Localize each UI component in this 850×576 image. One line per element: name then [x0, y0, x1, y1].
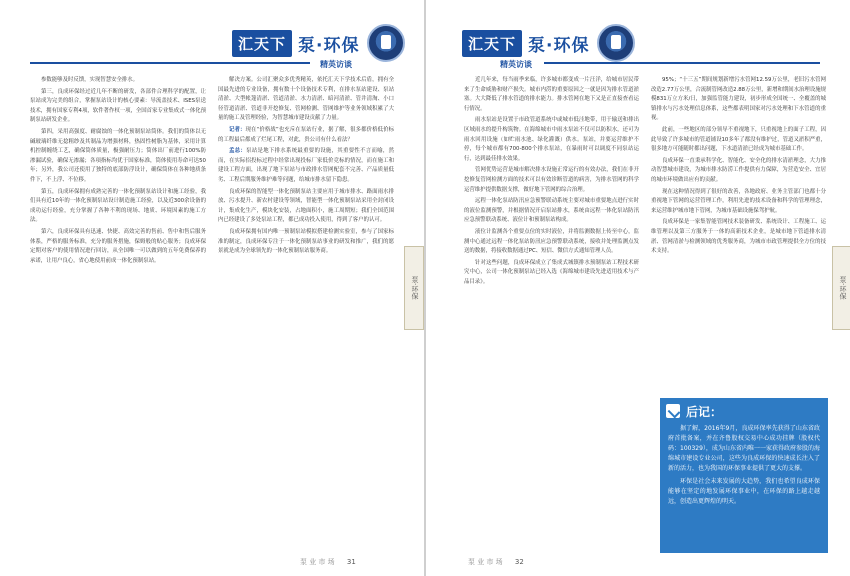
- article-paragraph: 95%；“十三五”期间规划新增污水管网12.59万公里，老旧污水管网改造2.77万公里，合流制管网改造2.88万公里，新增和期间水治理设施规模831万立方米/日，加强监管能力建设，初步形成全国统一、全覆盖的城镇排水与污水处理信息体系，这些都表明国家对污水处理和下水管道的重视。: [651, 77, 826, 122]
- afterword-paragraph: 据了解，2016年9月，良成环保率先获得了山东省政府首批备案，并在齐鲁股权交易中心成功挂牌（股权代码：100329），成为山东省内唯一一家获得政府参股的海绵城市建设专业公司，这些为良成环保的快速成长注入了新的活力，也为我国的环保事业提供了更大的支撑。: [668, 425, 820, 472]
- article-column-1: [464, 76, 639, 289]
- article-paragraph: 第四，采用高强度、耐腐蚀的一体化预制泵站筒体。我们的筒体以无碱玻璃纤维无捻粗纱及其制品为增强材料，热固性树脂为基体，采用计算机控制缠绕工艺，确保筒体质量，极强耐压力；筒体出厂前进行100%防渗漏试验，确保无渗漏；各项指标均优于国家标准，筒体使用寿命可达50年；另外，我公司还使用了独特的底部防浮设计，确保筒体在各种地质条件下，不上浮、不位移。: [30, 128, 206, 183]
- article-paragraph: 参数能够及时反馈，实现智慧安全排水。: [41, 77, 139, 83]
- article-columns: [30, 76, 394, 268]
- side-tab: 泵·环保: [404, 246, 424, 330]
- checkmark-icon: [666, 404, 680, 418]
- article-columns: [464, 76, 826, 289]
- afterword-header: [666, 402, 822, 420]
- header-rule: [544, 62, 820, 64]
- article-column-2: [218, 76, 394, 268]
- article-paragraph: 此前，一些地区的部分领导不重视地下，只重视地上的面子工程，因此导致了许多城市的管道铺设10多年了都没有维护过，管道又淤积严重，很多地方可能随时都出问题，下水道清淤已经成为城市基础工作。: [651, 126, 826, 153]
- article-paragraph: 良成环保是一家集智能管网技术装备研发、系统设计、工程施工、运维管理以及第三方服务于一体的高新技术企业，是城市地下管道排水清淤、管网清淤与检测领域的优秀服务商，为城市市政管理提供全方位的技术支持。: [651, 219, 826, 255]
- logo-text: 汇天下: [462, 30, 522, 57]
- article-column-1: [30, 76, 206, 268]
- section-tag: 精英访谈: [316, 58, 356, 71]
- right-page: [426, 0, 850, 576]
- logo-text: 汇天下: [232, 30, 292, 57]
- article-paragraph: 远程一体化泵站防汛应急预警联动系统主要对城市重要地点进行实时的液位监测预警，并根据情况开启泵站排水，系统由远程一体化泵站防汛应急预警联动系统、液位计和预制泵站构成。: [464, 198, 639, 224]
- section-tag: 精英访谈: [496, 58, 536, 71]
- article-paragraph: 孟总：泵站是地下排水系统最重要的设施，其重要性不言而喻，然而，在实际招投标过程中经常出现投标厂家低价竞标的情况，而在施工和建设工程方面，出现了地下泵站与市政排水管网配套不完善、产品质量低劣、工程后期服务维护难等问题，给城市排水留下隐患。: [218, 148, 394, 183]
- banner-title: 泵·环保: [528, 35, 590, 56]
- article-paragraph: 第六，良成环保具有迅速、快捷、高效完善的售前、售中和售后服务体系，严格的服务标准，充分的服务措施，保姆般的贴心服务；良成环保定期对客户的使用情况进行回访，从全国唯一可以做到的五年免费保养的承诺，让用户良心，省心地使用前成一体化预制泵站。: [30, 228, 206, 264]
- banner-title: 泵·环保: [298, 35, 360, 56]
- emblem-icon: [597, 24, 635, 62]
- page-number: 31: [346, 558, 356, 566]
- afterword-box: [660, 398, 828, 553]
- journal-name: 泵 业 市 场: [468, 558, 503, 566]
- page-number: 32: [514, 558, 524, 566]
- header-banner: [462, 28, 635, 58]
- afterword-paragraph: 环保是社会未来发展的大趋势，我们也希望良成环保能够在坚定的地发展环保事业中，在环保的路上越走越远，创造出更辉煌的明天。: [668, 478, 820, 505]
- header-rule: [30, 62, 310, 64]
- article-paragraph: 良成环保拥有国内唯一预制泵站模拟搭建检测实验室，参与了国家标准的制定，良成环保专注于一体化预制泵站事业的研发和推广，我们的愿景就是成为全球领先的一体化预制泵站服务商。: [218, 228, 394, 255]
- article-paragraph: 记者：现在“价格战”也充斥在泵站行业，据了解，很多都价格低价标的工程最后都成了烂尾工程，对此，贵公司有什么看法？: [218, 126, 394, 143]
- article-paragraph: 解决方案。公司汇聚众多优秀精英，依托汇天下学技术后盾，拥有全国最先进的专业设备，拥有数十个设备技术专利，在排水泵站建设、泵站清淤、大型帐篷清淤、管道清淤、水力清淤、暗河清淤、管井清淘、小口径管道清淤、管道非开挖修复、管网检测、管网维护等业务领域积累了大量的施工及管理经验，为智慧城市建设贡献了力量。: [218, 77, 394, 122]
- side-tab: 泵·环保: [832, 246, 850, 330]
- page-footer: [300, 557, 356, 567]
- article-paragraph: 雨水泵站是设置于市政管道系统中或城市低洼地带，用于输送和排出区域雨水的提升构筑物。在海绵城市中雨水泵站不仅可以防积水，还可为雨水回用设施（如贮雨水池、绿化灌溉）供水。泵站，并要运营维护不停，每个城市都有700-800个排水泵站，在暴雨时可以调度不同泵站运行，达到最佳排水效果。: [464, 117, 639, 162]
- article-paragraph: 针对这些问题，良成环保成立了集成式城镇排水预制泵站工程技术研究中心，公司一体化预制泵站已经入选《海绵城市建设先进适用技术与产品目录》。: [464, 259, 639, 285]
- article-paragraph: 第三，良成环保经过近几年不断的研发，各部件合理科学的配置，让泵站成为完美的组合，掌握泵站设计的核心要素：导流盖技术、ISES泵送技术，拥有国家专利4项，软件著作权一项，全国首家专业集成式一体化预制泵站研发企业。: [30, 88, 206, 124]
- afterword-body: [660, 424, 828, 507]
- emblem-icon: [367, 24, 405, 62]
- article-paragraph: 第五，良成环保拥有成熟完善的一体化预制泵站设计和施工经验，我们具有近10年的一体化预制泵站设计制造施工经验，以及近300余设备的成功运行经验，充分掌握了各种不利的现场、地质、环境因素的施工方法。: [30, 188, 206, 224]
- article-column-2: [651, 76, 826, 289]
- article-paragraph: 现在这种情况得到了很好的改善，各地政府、业务主管部门也都十分重视地下管网的运营管理工作，利用先进的技术设备和科学的管理理念，来运营维护城市地下管网，为城市基础设施保驾护航。: [651, 188, 826, 214]
- page-footer: [468, 557, 524, 567]
- article-paragraph: 近几年来，每当雨季来临，许多城市都变成一片汪洋，给城市居民带来了生命威胁和财产损失。城市内涝的重要原因之一就是因为排水管道淤塞。大大降低了排水管道的排水能力。排水管网在地下又是正直接查看运行情况。: [464, 77, 639, 112]
- article-paragraph: 良成环保的智能型一体化预制泵站主要应用于城市排水、路面雨水排放、污水提升、新农村建设等领域，智能型一体化预制泵站采用全封闭设计，集成化生产，模块化安装，占地面积小，施工周期短；我们全国范围内已经建设了多处泵站工程，都已成功投入使用，得到了客户的认可。: [218, 188, 394, 224]
- article-paragraph: 良成环保一直秉承科学化、智能化、安全化的排水清淤理念，大力推动智慧城市建设，为城市排水防涝工作提供有力保障，为营造安全、宜居的城市环境做出应有的贡献。: [651, 157, 826, 183]
- afterword-title: 后记：: [686, 404, 723, 419]
- left-page: [0, 0, 424, 576]
- article-paragraph: 管网优势运营是城市解决排水设施正常运行的有效办法，我们在非开挖修复管网检测方面的技术可以有效诊断管道的病害，为排水管网的科学运营维护提供数据支撑，做好地下管网的综合治理。: [464, 167, 639, 193]
- header-banner: [232, 28, 405, 58]
- article-paragraph: 液位计监测各个重要点位的实时液位，并将监测数据上传至中心，监测中心通过远程一体化泵站防汛应急预警联动系统，接收并处理监测点发送的数据，将接收数据通过PC、短信、微信方式通知管理人员。: [464, 228, 639, 255]
- journal-name: 泵 业 市 场: [300, 558, 335, 566]
